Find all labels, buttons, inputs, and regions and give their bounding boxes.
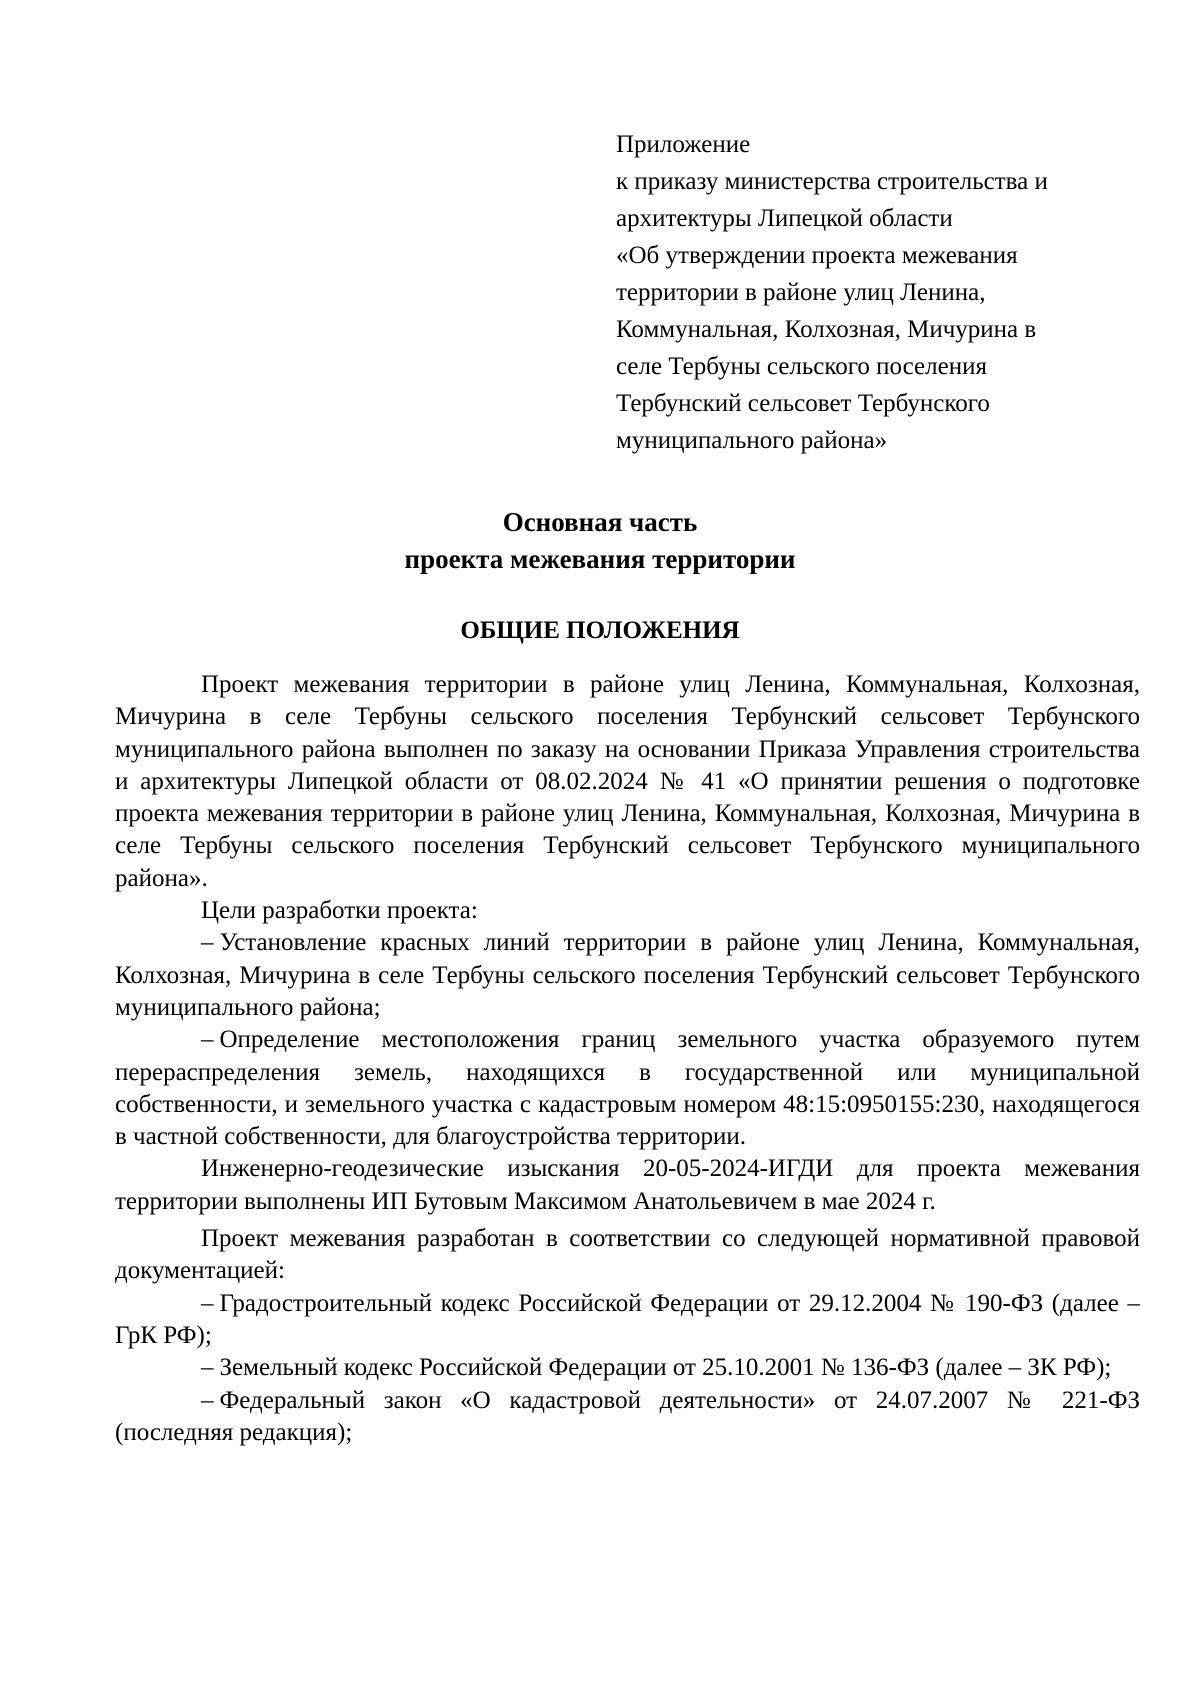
document-body xyxy=(115,669,1140,1449)
list-dash: – xyxy=(201,1026,214,1054)
list-dash: – xyxy=(201,1386,214,1414)
appendix-line: архитектуры Липецкой области xyxy=(616,205,953,232)
list-item-goal-1 xyxy=(115,927,1140,1024)
list-item-text: Градостроительный кодекс Российской Федерации от 29.12.2004 № 190-ФЗ (далее – ГрК РФ); xyxy=(115,1289,1140,1349)
appendix-line: территории в районе улиц Ленина, xyxy=(616,279,986,306)
paragraph-goals-title: Цели разработки проекта: xyxy=(201,897,478,925)
appendix-line: Приложение xyxy=(616,131,751,158)
list-item-text: Федеральный закон «О кадастровой деятельности» от 24.07.2007 № 221-ФЗ (последняя редакция); xyxy=(115,1386,1140,1446)
list-dash: – xyxy=(201,1354,214,1382)
list-dash: – xyxy=(201,929,214,957)
list-item-goal-2 xyxy=(115,1024,1140,1153)
list-item-text: Определение местоположения границ земельного участка образуемого путем перераспределения земель, находящихся в государственной или муниципальной собственности, и земельного участка с кадастровым номером 48:15:0950155:230, находящегося в частной собственности, для благоустройства территории. xyxy=(115,1026,1140,1151)
appendix-line: Тербунский сельсовет Тербунского xyxy=(616,390,990,417)
appendix-block xyxy=(616,126,1136,459)
section-heading: ОБЩИЕ ПОЛОЖЕНИЯ xyxy=(460,617,740,644)
appendix-line: Коммунальная, Колхозная, Мичурина в xyxy=(616,316,1037,343)
paragraph-survey: Инженерно-геодезические изыскания 20-05-2024-ИГДИ для проекта межевания территории выполнены ИП Бутовым Максимом Анатольевичем в мае 2024 г. xyxy=(115,1155,1140,1215)
appendix-line: к приказу министерства строительства и xyxy=(616,168,1048,195)
document-title-line-2: проекта межевания территории xyxy=(404,544,796,574)
appendix-line: муниципального района» xyxy=(616,427,888,454)
appendix-line: «Об утверждении проекта межевания xyxy=(616,242,1018,269)
list-dash: – xyxy=(201,1289,214,1317)
appendix-line: селе Тербуны сельского поселения xyxy=(616,353,987,380)
list-item-norm-2 xyxy=(115,1352,1140,1384)
list-item-norm-3 xyxy=(115,1385,1140,1450)
paragraph-intro: Проект межевания территории в районе улиц Ленина, Коммунальная, Колхозная, Мичурина в селе Тербуны сельского поселения Тербунский сельсовет Тербунского муниципального района выполнен по заказу на основании Приказа Управления строительства и архитектуры Липецкой области от 08.02.2024 № 41 «О принятии решения о подготовке проекта межевания территории в районе улиц Ленина, Коммунальная, Колхозная, Мичурина в селе Тербуны сельского поселения Тербунский сельсовет Тербунского муниципального района». xyxy=(115,671,1140,892)
document-title-line-1: Основная часть xyxy=(502,507,698,537)
list-item-text: Установление красных линий территории в районе улиц Ленина, Коммунальная, Колхозная, Мичурина в селе Тербуны сельского поселения Тербунский сельсовет Тербунского муниципального района; xyxy=(115,929,1140,1021)
paragraph-norms-intro: Проект межевания разработан в соответствии со следующей нормативной правовой документацией: xyxy=(115,1225,1140,1285)
list-item-text: Земельный кодекс Российской Федерации от 25.10.2001 № 136-ФЗ (далее – ЗК РФ); xyxy=(219,1354,1112,1382)
list-item-norm-1 xyxy=(115,1288,1140,1353)
